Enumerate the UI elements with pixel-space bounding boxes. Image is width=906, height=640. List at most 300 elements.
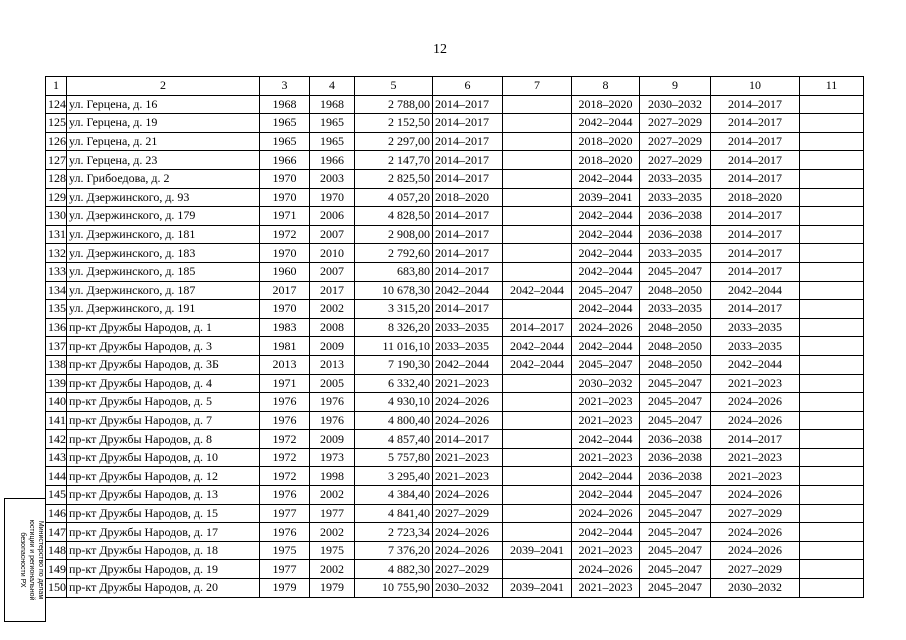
table-cell: 2039–2041 — [503, 541, 572, 560]
table-cell: 1960 — [260, 262, 310, 281]
table-cell: 2027–2029 — [640, 132, 711, 151]
table-cell: 2007 — [310, 225, 355, 244]
table-cell: 2018–2020 — [572, 95, 640, 114]
table-cell: 2013 — [260, 355, 310, 374]
table-cell: 2024–2026 — [433, 523, 503, 542]
table-cell: 1965 — [310, 132, 355, 151]
table-cell: 2042–2044 — [503, 337, 572, 356]
table-cell: 2014–2017 — [711, 169, 800, 188]
table-cell: 2036–2038 — [640, 448, 711, 467]
table-cell: 4 841,40 — [355, 504, 433, 523]
table-cell: 4 800,40 — [355, 411, 433, 430]
table-cell — [503, 411, 572, 430]
table-cell: 147 — [46, 523, 67, 542]
table-cell: 11 016,10 — [355, 337, 433, 356]
table-row — [46, 448, 864, 467]
table-cell: 140 — [46, 393, 67, 412]
table-cell: 2014–2017 — [433, 114, 503, 133]
table-cell: 5 757,80 — [355, 448, 433, 467]
table-cell: 2017 — [260, 281, 310, 300]
table-cell: 2014–2017 — [433, 151, 503, 170]
table-cell: 2014–2017 — [711, 207, 800, 226]
table-cell: 1983 — [260, 318, 310, 337]
page-number: 12 — [433, 42, 447, 57]
table-cell: 2042–2044 — [572, 337, 640, 356]
table-cell — [800, 504, 864, 523]
table-cell: 2033–2035 — [711, 318, 800, 337]
table-cell: 2014–2017 — [711, 95, 800, 114]
table-cell: 2036–2038 — [640, 467, 711, 486]
table-cell: 2033–2035 — [640, 244, 711, 263]
table-row — [46, 541, 864, 560]
table-cell: 2042–2044 — [572, 486, 640, 505]
table-cell: 8 326,20 — [355, 318, 433, 337]
table-cell: ул. Герцена, д. 19 — [67, 114, 260, 133]
table-cell: 2042–2044 — [572, 244, 640, 263]
table-cell — [503, 169, 572, 188]
table-cell: 2021–2023 — [572, 541, 640, 560]
table-cell — [800, 225, 864, 244]
table-cell: 1998 — [310, 467, 355, 486]
table-cell: 150 — [46, 579, 67, 598]
table-cell: 2024–2026 — [572, 318, 640, 337]
table-cell — [503, 225, 572, 244]
table-cell: 2014–2017 — [711, 300, 800, 319]
table-cell — [800, 114, 864, 133]
table-cell: 2008 — [310, 318, 355, 337]
table-cell: 1965 — [260, 114, 310, 133]
table-cell: 10 755,90 — [355, 579, 433, 598]
table-cell — [503, 393, 572, 412]
table-cell: 2042–2044 — [711, 355, 800, 374]
table-cell: ул. Дзержинского, д. 185 — [67, 262, 260, 281]
table-cell: пр-кт Дружбы Народов, д. 5 — [67, 393, 260, 412]
table-cell: 2045–2047 — [640, 262, 711, 281]
table-cell — [503, 244, 572, 263]
table-cell — [800, 393, 864, 412]
table-row — [46, 430, 864, 449]
table-cell — [503, 560, 572, 579]
table-cell: 2021–2023 — [711, 374, 800, 393]
table-cell: 2018–2020 — [711, 188, 800, 207]
table-cell — [800, 132, 864, 151]
table-cell: 2009 — [310, 337, 355, 356]
table-cell: 2042–2044 — [572, 225, 640, 244]
table-cell: 2024–2026 — [572, 504, 640, 523]
table-cell: пр-кт Дружбы Народов, д. 1 — [67, 318, 260, 337]
table-cell: 1977 — [260, 560, 310, 579]
table-cell: 1981 — [260, 337, 310, 356]
table-cell: 4 384,40 — [355, 486, 433, 505]
table-cell — [503, 504, 572, 523]
table-row — [46, 132, 864, 151]
registration-stamp — [4, 498, 46, 622]
table-cell: 149 — [46, 560, 67, 579]
table-cell: 2014–2017 — [711, 244, 800, 263]
table-cell: 2045–2047 — [640, 579, 711, 598]
table-cell: 2042–2044 — [572, 169, 640, 188]
table-cell: 148 — [46, 541, 67, 560]
table-cell: 2 723,34 — [355, 523, 433, 542]
table-cell — [503, 151, 572, 170]
table-cell: 1976 — [260, 486, 310, 505]
table-cell: 133 — [46, 262, 67, 281]
table-cell — [800, 374, 864, 393]
table-cell: 2042–2044 — [433, 355, 503, 374]
table-cell: 2048–2050 — [640, 337, 711, 356]
table-cell: 2033–2035 — [711, 337, 800, 356]
table-cell — [800, 262, 864, 281]
table-cell: 1970 — [260, 300, 310, 319]
table-cell: 137 — [46, 337, 67, 356]
table-cell — [800, 411, 864, 430]
table-cell: 2033–2035 — [640, 300, 711, 319]
column-header: 1 — [46, 77, 67, 96]
table-cell: 1976 — [260, 523, 310, 542]
column-header: 2 — [67, 77, 260, 96]
table-cell: 2042–2044 — [503, 281, 572, 300]
column-header: 4 — [310, 77, 355, 96]
table-cell: 146 — [46, 504, 67, 523]
table-cell: 125 — [46, 114, 67, 133]
table-cell — [503, 262, 572, 281]
table-cell — [800, 430, 864, 449]
table-cell — [800, 523, 864, 542]
table-cell: 1976 — [260, 393, 310, 412]
table-cell: ул. Герцена, д. 16 — [67, 95, 260, 114]
table-cell: 1977 — [310, 504, 355, 523]
table-cell: 2042–2044 — [711, 281, 800, 300]
table-cell: 2036–2038 — [640, 207, 711, 226]
table-cell: 2027–2029 — [433, 504, 503, 523]
table-cell: ул. Дзержинского, д. 181 — [67, 225, 260, 244]
table-cell: 2002 — [310, 560, 355, 579]
table-cell: 3 315,20 — [355, 300, 433, 319]
table-cell — [503, 300, 572, 319]
table-cell: 127 — [46, 151, 67, 170]
table-cell: 2009 — [310, 430, 355, 449]
table-cell — [503, 188, 572, 207]
table-row — [46, 151, 864, 170]
stamp-line: Министерство по делам — [37, 520, 44, 600]
table-cell: 1972 — [260, 467, 310, 486]
table-row — [46, 393, 864, 412]
table-cell: 2030–2032 — [711, 579, 800, 598]
table-cell: 2045–2047 — [572, 281, 640, 300]
table-cell: ул. Дзержинского, д. 187 — [67, 281, 260, 300]
table-cell: 2024–2026 — [711, 486, 800, 505]
table-row — [46, 504, 864, 523]
table-cell: 1965 — [260, 132, 310, 151]
table-cell: пр-кт Дружбы Народов, д. 8 — [67, 430, 260, 449]
table-cell: 4 057,20 — [355, 188, 433, 207]
table-cell: 1976 — [310, 393, 355, 412]
table-cell: 2042–2044 — [572, 114, 640, 133]
table-cell: 2014–2017 — [711, 262, 800, 281]
table-cell: 2045–2047 — [640, 411, 711, 430]
table-row — [46, 225, 864, 244]
table-cell: 1970 — [310, 188, 355, 207]
table-cell — [800, 151, 864, 170]
table-cell: 2 908,00 — [355, 225, 433, 244]
table-cell: 2013 — [310, 355, 355, 374]
table-cell: 2027–2029 — [640, 151, 711, 170]
table-cell: пр-кт Дружбы Народов, д. 13 — [67, 486, 260, 505]
table-cell — [800, 244, 864, 263]
table-cell: 2045–2047 — [640, 374, 711, 393]
table-cell: пр-кт Дружбы Народов, д. 7 — [67, 411, 260, 430]
table-cell: 129 — [46, 188, 67, 207]
table-cell: 1966 — [260, 151, 310, 170]
table-cell: 2002 — [310, 523, 355, 542]
table-cell: 2024–2026 — [711, 411, 800, 430]
table-cell: 2014–2017 — [433, 132, 503, 151]
table-cell: ул. Дзержинского, д. 191 — [67, 300, 260, 319]
table-row — [46, 337, 864, 356]
table-cell: 1971 — [260, 207, 310, 226]
table-cell: 2045–2047 — [572, 355, 640, 374]
table-cell: 2021–2023 — [572, 411, 640, 430]
table-cell: пр-кт Дружбы Народов, д. 4 — [67, 374, 260, 393]
table-cell: 2014–2017 — [433, 95, 503, 114]
table-cell — [800, 355, 864, 374]
table-cell: 1979 — [260, 579, 310, 598]
table-cell: 142 — [46, 430, 67, 449]
table-cell: 2021–2023 — [433, 467, 503, 486]
table-row — [46, 262, 864, 281]
table-row — [46, 244, 864, 263]
table-cell: 1970 — [260, 188, 310, 207]
table-cell — [503, 207, 572, 226]
table-cell: 1972 — [260, 448, 310, 467]
table-cell: 7 190,30 — [355, 355, 433, 374]
table-cell: 2014–2017 — [711, 132, 800, 151]
table-cell: 128 — [46, 169, 67, 188]
table-cell: 2021–2023 — [572, 579, 640, 598]
table-cell — [800, 560, 864, 579]
stamp-line: юстиции и региональной — [28, 519, 35, 601]
table-cell: 2 788,00 — [355, 95, 433, 114]
table-cell: 1970 — [260, 244, 310, 263]
table-cell — [800, 337, 864, 356]
table-cell: 2021–2023 — [711, 467, 800, 486]
table-cell: 2014–2017 — [433, 300, 503, 319]
table-cell: 2033–2035 — [433, 337, 503, 356]
table-cell: 2017 — [310, 281, 355, 300]
table-cell — [503, 448, 572, 467]
table-row — [46, 560, 864, 579]
table-row — [46, 318, 864, 337]
table-cell: 131 — [46, 225, 67, 244]
table-cell — [800, 448, 864, 467]
table-cell: 2036–2038 — [640, 430, 711, 449]
table-cell: 2045–2047 — [640, 504, 711, 523]
table-cell: 2010 — [310, 244, 355, 263]
table-cell: 2027–2029 — [711, 560, 800, 579]
table-cell — [800, 467, 864, 486]
table-cell: пр-кт Дружбы Народов, д. 10 — [67, 448, 260, 467]
table-cell: ул. Дзержинского, д. 183 — [67, 244, 260, 263]
stamp-text — [5, 499, 45, 621]
table-cell: 2024–2026 — [711, 541, 800, 560]
table-cell: 1976 — [310, 411, 355, 430]
stamp-line: безопасности РХ — [19, 532, 26, 588]
table-cell: 2045–2047 — [640, 541, 711, 560]
housing-schedule-table — [45, 76, 864, 598]
table-header-row — [46, 77, 864, 96]
table-cell: 135 — [46, 300, 67, 319]
table-cell: 1972 — [260, 225, 310, 244]
table-cell — [800, 300, 864, 319]
table-cell: 2024–2026 — [433, 541, 503, 560]
table-cell: 10 678,30 — [355, 281, 433, 300]
table-cell — [800, 169, 864, 188]
table-cell: 2042–2044 — [572, 262, 640, 281]
column-header: 9 — [640, 77, 711, 96]
table-cell: 2014–2017 — [433, 262, 503, 281]
table-cell: 2042–2044 — [572, 300, 640, 319]
table-row — [46, 374, 864, 393]
table-cell: пр-кт Дружбы Народов, д. 17 — [67, 523, 260, 542]
table-cell — [800, 579, 864, 598]
table-cell: 2021–2023 — [572, 448, 640, 467]
table-cell: ул. Дзержинского, д. 179 — [67, 207, 260, 226]
table-cell: пр-кт Дружбы Народов, д. 15 — [67, 504, 260, 523]
table-row — [46, 281, 864, 300]
table-cell: 144 — [46, 467, 67, 486]
table-cell: 2014–2017 — [503, 318, 572, 337]
table-cell: 2042–2044 — [503, 355, 572, 374]
table-cell: 1968 — [310, 95, 355, 114]
table-cell — [800, 541, 864, 560]
table-cell — [503, 114, 572, 133]
table-cell: пр-кт Дружбы Народов, д. 19 — [67, 560, 260, 579]
table-cell: 4 882,30 — [355, 560, 433, 579]
table-cell: 1975 — [260, 541, 310, 560]
table-cell: 2048–2050 — [640, 355, 711, 374]
table-cell: 2039–2041 — [572, 188, 640, 207]
table-cell: 2027–2029 — [433, 560, 503, 579]
table-cell: 139 — [46, 374, 67, 393]
table-cell: 2045–2047 — [640, 523, 711, 542]
column-header: 8 — [572, 77, 640, 96]
table-cell: 1971 — [260, 374, 310, 393]
table-cell: 2014–2017 — [433, 225, 503, 244]
table-cell: 143 — [46, 448, 67, 467]
table-cell — [503, 95, 572, 114]
table-cell: пр-кт Дружбы Народов, д. 3Б — [67, 355, 260, 374]
table-cell: 2024–2026 — [572, 560, 640, 579]
table-cell: 2048–2050 — [640, 318, 711, 337]
table-cell: 2003 — [310, 169, 355, 188]
table-cell: 1976 — [260, 411, 310, 430]
table-cell: 2018–2020 — [572, 151, 640, 170]
table-cell: 136 — [46, 318, 67, 337]
table-cell: 1975 — [310, 541, 355, 560]
table-cell: 2014–2017 — [433, 169, 503, 188]
table-cell: 2014–2017 — [711, 151, 800, 170]
table-cell: 2 825,50 — [355, 169, 433, 188]
table-cell: ул. Дзержинского, д. 93 — [67, 188, 260, 207]
table-cell: 2024–2026 — [711, 523, 800, 542]
table-cell: 126 — [46, 132, 67, 151]
table-cell: пр-кт Дружбы Народов, д. 18 — [67, 541, 260, 560]
table-row — [46, 523, 864, 542]
table-cell: ул. Герцена, д. 23 — [67, 151, 260, 170]
table-cell: 2 147,70 — [355, 151, 433, 170]
column-header: 11 — [800, 77, 864, 96]
table-cell: 2033–2035 — [640, 188, 711, 207]
table-cell: 2024–2026 — [433, 486, 503, 505]
table-cell: 2030–2032 — [433, 579, 503, 598]
table-cell: 2042–2044 — [572, 467, 640, 486]
table-row — [46, 169, 864, 188]
column-header: 10 — [711, 77, 800, 96]
table-cell: 4 828,50 — [355, 207, 433, 226]
table-cell: 2048–2050 — [640, 281, 711, 300]
table-cell: 2027–2029 — [711, 504, 800, 523]
table-cell: 2045–2047 — [640, 393, 711, 412]
table-cell: 2018–2020 — [433, 188, 503, 207]
table-cell: 2007 — [310, 262, 355, 281]
table-cell: 2018–2020 — [572, 132, 640, 151]
table-cell — [800, 281, 864, 300]
table-cell: 1966 — [310, 151, 355, 170]
table-cell: 2 297,00 — [355, 132, 433, 151]
table-cell: 2005 — [310, 374, 355, 393]
table-cell: 7 376,20 — [355, 541, 433, 560]
table-row — [46, 114, 864, 133]
table-cell: 2 152,50 — [355, 114, 433, 133]
table-cell: 2030–2032 — [640, 95, 711, 114]
table-cell: ул. Грибоедова, д. 2 — [67, 169, 260, 188]
table-cell: 2024–2026 — [711, 393, 800, 412]
table-cell: 1977 — [260, 504, 310, 523]
table-cell: 2024–2026 — [433, 411, 503, 430]
column-header: 6 — [433, 77, 503, 96]
table-cell: 1970 — [260, 169, 310, 188]
table-cell: пр-кт Дружбы Народов, д. 12 — [67, 467, 260, 486]
table-row — [46, 207, 864, 226]
table-cell: 2002 — [310, 486, 355, 505]
table-cell: пр-кт Дружбы Народов, д. 20 — [67, 579, 260, 598]
table-cell: 141 — [46, 411, 67, 430]
table-cell — [503, 132, 572, 151]
column-header: 3 — [260, 77, 310, 96]
table-cell: 2021–2023 — [433, 448, 503, 467]
table-cell: 2014–2017 — [433, 430, 503, 449]
table-cell: 2033–2035 — [433, 318, 503, 337]
table-cell: 138 — [46, 355, 67, 374]
table-cell: 4 930,10 — [355, 393, 433, 412]
table-cell: 2014–2017 — [433, 207, 503, 226]
table-cell: пр-кт Дружбы Народов, д. 3 — [67, 337, 260, 356]
table-cell: 6 332,40 — [355, 374, 433, 393]
table-cell: 145 — [46, 486, 67, 505]
table-row — [46, 95, 864, 114]
table-cell: 2033–2035 — [640, 169, 711, 188]
table-cell: 2002 — [310, 300, 355, 319]
table-row — [46, 486, 864, 505]
table-row — [46, 411, 864, 430]
table-cell: 2 792,60 — [355, 244, 433, 263]
table-cell: 2030–2032 — [572, 374, 640, 393]
table-row — [46, 467, 864, 486]
table-cell: 2024–2026 — [433, 393, 503, 412]
table-row — [46, 300, 864, 319]
table-cell — [503, 486, 572, 505]
table-cell — [503, 523, 572, 542]
